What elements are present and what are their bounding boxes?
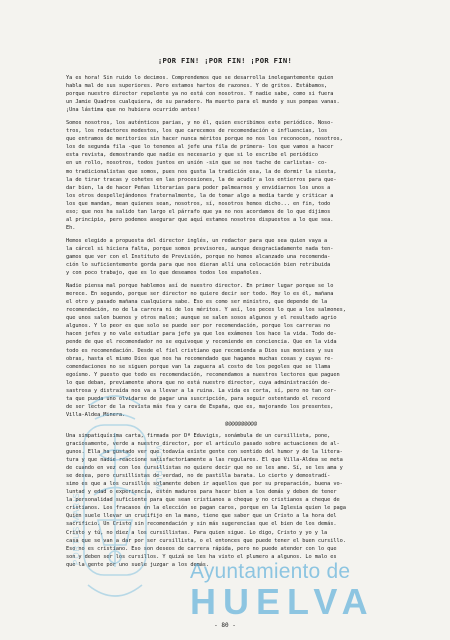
- text-line: tura y que nadie reaccione satisfactoriamente a las regulares. El que Villa-Aldea se meta: [66, 457, 343, 464]
- text-line: graciosamente, verde a nuestro director, por el artículo pasado sobre actuaciones de al-: [66, 441, 340, 448]
- text-line: algunos. Y lo peor es que solo se puede ser por recomendación, porque los carreras no: [66, 323, 331, 330]
- text-line: gamos que ver con el Instituto de Previsión, porque no hemos alcanzado una recomenda-: [66, 253, 331, 260]
- text-line: cristianos. Los fracasos en la elección se pagan caros, porque en la Iglesia quien le paga: [66, 505, 346, 512]
- paragraph-5: [66, 432, 416, 569]
- watermark-line-1: Ayuntamiento de: [190, 560, 351, 583]
- text-line: todo es recomendación. Desde el fiel cristiano que recomienda a Dios sus monises y sus: [66, 347, 334, 354]
- text-line: simo es que a los cursillos solamente deben ir aquellos que por su preparación, buena vo-: [66, 481, 343, 488]
- paragraph-4: [66, 282, 416, 419]
- text-line: eso; que nos ha salido tan largo el párrafo que ya no nos acordamos de lo que dijimos: [66, 208, 331, 215]
- text-line: obras, hasta el mismo Dios que nos ha recomendado que hagamos muchas cosas y cuyas re-: [66, 355, 334, 362]
- text-line: Hemos elegido a propuesta del director inglés, un redactor para que sea quien vaya a: [66, 237, 328, 244]
- text-line: ción lo suficientemente gorda para que nos dieran allí una colocación bien retribuida: [66, 262, 331, 269]
- text-line: los de segunda fila -que lo tenemos al jefe una fila de primera- los que vamos a hacer: [66, 144, 334, 151]
- text-line: la personalidad suficiente para que sean cristianos a cheque y no cristianos a cheque de: [66, 497, 340, 504]
- text-line: esta revista, demostrando que nadie es necesario y que si lo escribe el periódico: [66, 152, 318, 159]
- document-heading: ¡POR FIN! ¡POR FIN! ¡POR FIN!: [157, 56, 293, 65]
- text-line: tros, los redactores modestos, los que carecemos de recomendación e influencias, los: [66, 128, 328, 135]
- text-line: en un rollo, nosotros, todos juntos en unión -sin que se nos tache de carlistas- co-: [66, 160, 328, 167]
- text-line: la de tirar tracas y cohetes en las procesiones, la de acudir a los entierros para que-: [66, 176, 337, 183]
- text-line: egoísmo. Y puesto que todo es recomendación, recomendamos a nuestros lectores que paguen: [66, 371, 340, 378]
- text-line: ta que pueda uno olvidarse de pagar una suscripción, para seguir ostentando el record: [66, 395, 331, 402]
- text-line: Una simpatiquísima carta, firmada por Dª Eduvigis, sonámbula de un cursillista, pone,: [66, 432, 331, 439]
- text-line: Nadie piensa mal porque hablemos así de nuestro director. En primer lugar porque se lo: [66, 283, 334, 290]
- text-line: que entramos de meritorios sin hacer nunca méritos porque no nos los reconocen, nosotros,: [66, 136, 343, 143]
- paragraph-1: [66, 74, 416, 114]
- text-line: Quien suele llevar un crucifijo en la mano, tiene que saber que un Cristo a la hora del: [66, 513, 337, 520]
- text-line: porque nuestro director repelente ya no está con nosotros. Y nadie sabe, como si fuera: [66, 91, 334, 98]
- text-line: recomendación, no de la carrera ni de los méritos. Y así, los peces lo que a los salmones,: [66, 307, 346, 314]
- text-line: de cuando en vez con los cursillistas no quiere decir que no se les ame. Sí, se les ama y: [66, 465, 343, 472]
- document-body: [66, 74, 416, 574]
- text-line: la cárcel si hiciera falta, porque somos previsores, aunque desgraciadamente nada ten-: [66, 245, 334, 252]
- section-separator: @@@@@@@@@@: [225, 420, 257, 427]
- text-line: ¡Una lástima que no hubiera ocurrido antes!: [66, 107, 200, 114]
- seal-text-right: VOSTRUM: [154, 445, 163, 492]
- watermark-line-2: HUELVA: [190, 581, 375, 622]
- text-line: se desea, pero cursillistas de verdad, no de pastilla barata. Lo cierto y demostradí-: [66, 473, 331, 480]
- text-line: los que mandan, mean quienes sean, nosotros, sí, nosotros hemos dicho... en fin, todo: [66, 200, 331, 207]
- text-line: los otros despellejándonos fraternalmente, la de tomar algo a media tarde y criticar a: [66, 192, 334, 199]
- text-line: y con poco trabajo, que es lo que deseamos todos los españoles.: [66, 270, 262, 277]
- text-line: Ya es hora! Sin ruido lo decimos. Comprendemos que se desarrolla inelegantemente quien: [66, 75, 334, 81]
- text-line: Somos nosotros, los auténticos parias, y no él, quien escribimos este periódico. Noso-: [66, 120, 334, 127]
- text-line: que la gente por uno suele juzgar a los demás.: [66, 561, 210, 568]
- text-line: lo que deban, previamente ahora que no está nuestro director, cuya administración de-: [66, 379, 331, 386]
- seal-text-left: PORTUS MARIS: [72, 492, 81, 565]
- text-line: el otro y pasado mañana cualquiera sabe. Eso es como ser ministro, que depende de la: [66, 299, 328, 306]
- paragraph-3: [66, 237, 416, 277]
- text-line: gunos. Ella ha gustado ver que todavía existe gente con sentido del humor y de la litera-: [66, 449, 343, 456]
- text-line: un Jamie Quadros cualquiera, de su paradero. Ha muerto para el mundo y sus pompas vanas.: [66, 99, 340, 106]
- paragraph-2: [66, 119, 416, 232]
- text-line: luntad y edad o experiencia, estén maduros para hacer bien a los demás y deben de tener: [66, 489, 337, 496]
- text-line: comendaciones no se siguen porque van la zaguera al costo de los pegoles que se llama: [66, 363, 331, 370]
- text-line: que unos salen buenos y otros malos; aunque se salen sosos algunos y el resultado agrio: [66, 315, 337, 322]
- text-line: dar bien, la de hacer Peñas literarias para poder palmearnos y envidiarnos los unos a: [66, 184, 331, 191]
- text-line: de ser lector de la revista más fea y cara de España, que es, majorando los presentes,: [66, 403, 334, 410]
- text-line: sacrificio. Un Cristo sin recomendación y sin más sugerencias que el bien de los demás.: [66, 521, 337, 528]
- page-number: - 80 -: [214, 622, 236, 629]
- text-line: pende de que el recomendador no se equivoque y recomiende en conciencia. Que en la vida: [66, 339, 337, 346]
- text-line: Eh.: [66, 224, 76, 231]
- text-line: al principio, pero podemos asegurar que aquí estamos nosotros dispuestos a lo que sea.: [66, 216, 334, 223]
- text-line: Cristo y tú, no diez a los cursillistas. Para quien sigue. Lo digo, Cristo y yo y la: [66, 529, 328, 536]
- text-line: son y deben ser los cursillos. Y quizá se les ha visto el plumero a algunos. Lo malo es: [66, 553, 337, 560]
- text-line: habla mal de sus superiores. Pero estamos hartos de razones. Y de gritos. Estábamos,: [66, 83, 328, 90]
- text-line: Eso no es cristiano. Eso son deseos de carrera rápida, pero no puede atender con lo que: [66, 545, 337, 552]
- text-line: sastrosa y distraída nos va a llevar a la ruina. La vida es corta, sí, pero no tan cor-: [66, 387, 337, 394]
- text-line: merece. En segundo, porque ser director no quiere decir ser todo. Hoy lo es él, mañana: [66, 291, 334, 298]
- text-line: Villa-Aldea Minera.: [66, 411, 126, 418]
- text-line: casa que se van a dar por ser cursillista, o el entonces que puede tener el buen cursillo.: [66, 537, 346, 544]
- text-line: mo tradicionalistas que somos, pues nos gusta la tradición esa, la de dormir la siesta,: [66, 168, 337, 175]
- text-line: hacen jefes y no vale estudiar para jefe ya que los exámenes los hace la vida. Todo de-: [66, 331, 337, 338]
